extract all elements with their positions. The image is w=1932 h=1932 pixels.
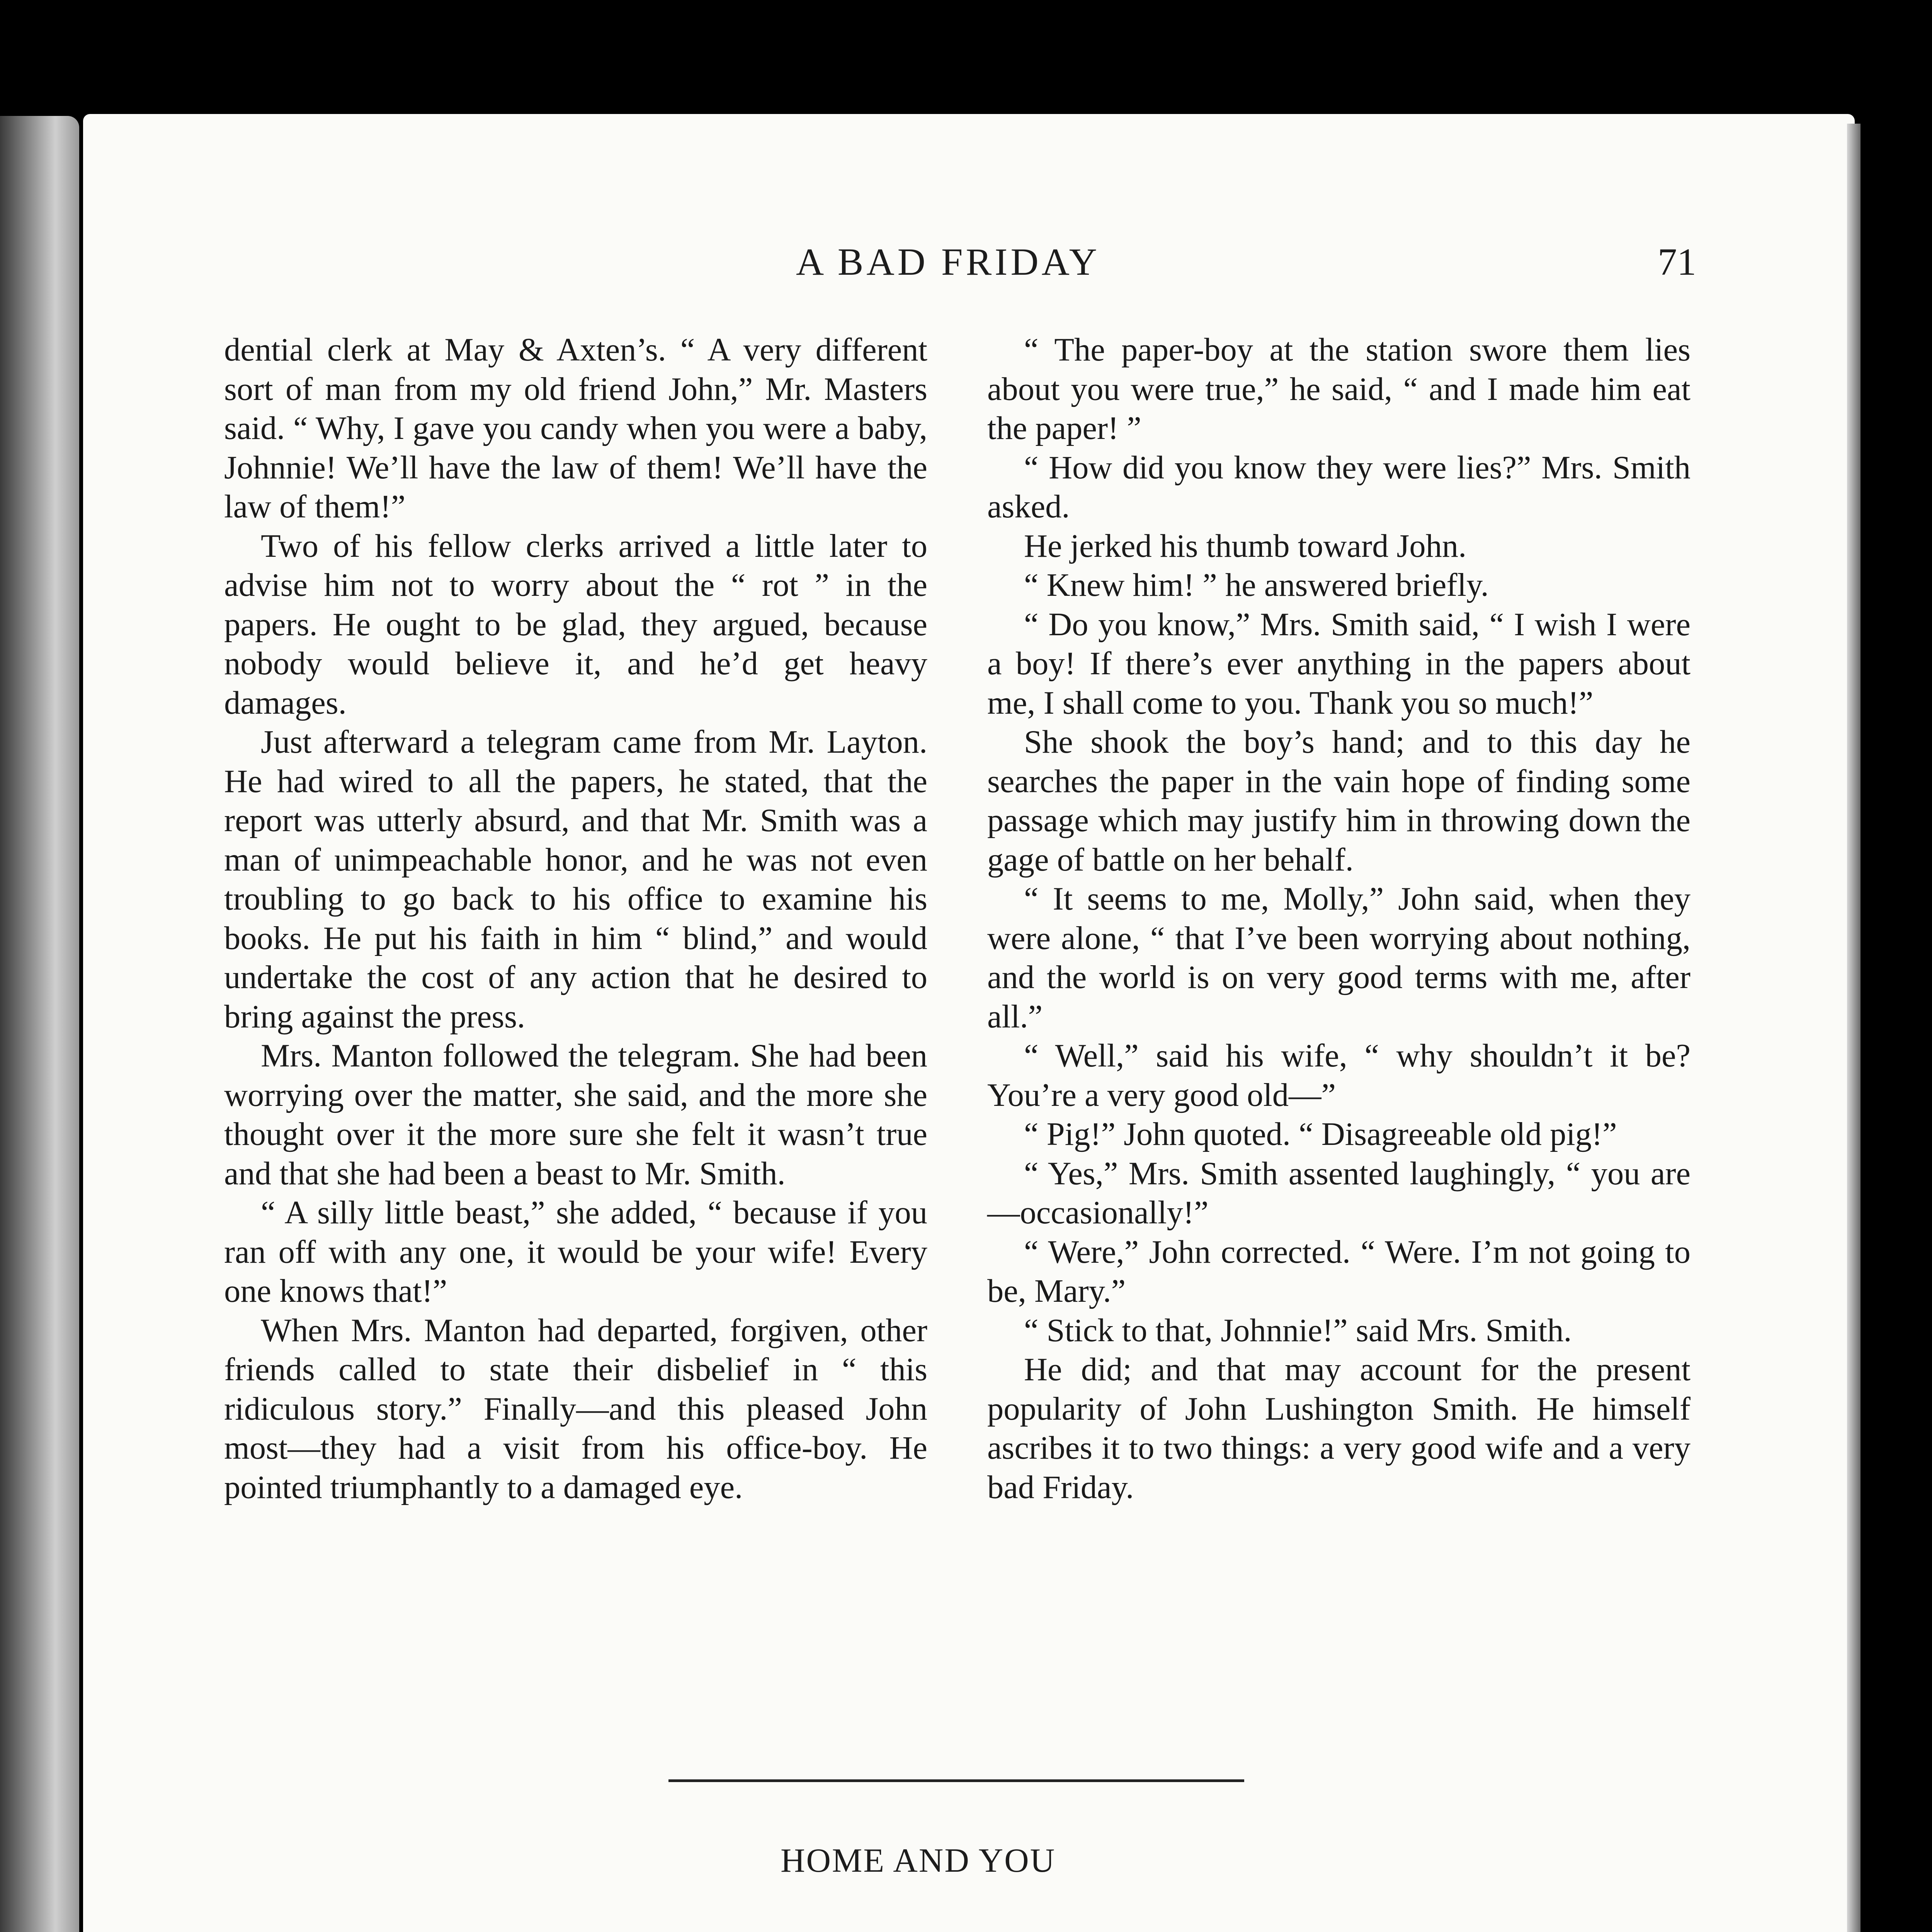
paragraph: “ Do you know,” Mrs. Smith said, “ I wish I were a boy! If there’s ever anything in the papers about me, I shall come to you. Thank you so much!” [987,606,1690,721]
paragraph: “ Well,” said his wife, “ why shouldn’t it be? You’re a very good old—” [987,1038,1690,1113]
paragraph: “ How did you know they were lies?” Mrs. Smith asked. [987,449,1690,525]
paragraph: She shook the boy’s hand; and to this day he searches the paper in the vain hope of finding some passage which may justify him in throwing down the gage of battle on her behalf. [987,724,1690,878]
page-number: 71 [1658,240,1696,283]
paragraph: “ Pig!” John quoted. “ Disagreeable old pig!” [1024,1116,1617,1152]
paragraph: Two of his fellow clerks arrived a little later to advise him not to worry about the “ rot ” in the papers. He ought to be glad, they argued, because nobody would believe it, and he’d get heavy damages. [224,528,927,721]
paragraph: “ A silly little beast,” she added, “ because if you ran off with any one, it would be your wife! Every one knows that!” [224,1195,927,1309]
paragraph: “ Yes,” Mrs. Smith assented laughingly, “ you are—occasionally!” [987,1155,1690,1231]
right-text-column [987,330,1690,1507]
running-title: A BAD FRIDAY [796,240,1100,283]
poem-title: HOME AND YOU [781,1842,1056,1879]
paragraph: “ Were,” John corrected. “ Were. I’m not going to be, Mary.” [987,1234,1690,1309]
paragraph: Just afterward a telegram came from Mr. Layton. He had wired to all the papers, he stated, that the report was utterly absurd, and that Mr. Smith was a man of unimpeachable honor, and he was not even troubling to go back to his office to examine his books. He put his faith in him “ blind,” and would undertake the cost of any action that he desired to bring against the press. [224,724,927,1035]
paragraph: He jerked his thumb toward John. [1024,528,1467,564]
facing-page-edge [0,116,79,1932]
paragraph: dential clerk at May & Axten’s. “ A very different sort of man from my old friend John,” Mr. Masters said. “ Why, I gave you candy when you were a baby, Johnnie! We’ll have the law of them! We’ll have the law of them!” [224,332,927,525]
paragraph: “ Knew him! ” he answered briefly. [1024,567,1489,603]
left-text-column [224,330,927,1507]
paragraph: “ It seems to me, Molly,” John said, when they were alone, “ that I’ve been worrying about nothing, and the world is on very good terms with me, after all.” [987,881,1690,1035]
section-divider [668,1779,1244,1782]
paragraph: He did; and that may account for the present popularity of John Lushington Smith. He himself ascribes it to two things: a very good wife and a very bad Friday. [987,1352,1690,1505]
page-edge-shadow [1847,124,1861,1932]
paragraph: “ Stick to that, Johnnie!” said Mrs. Smith. [1024,1312,1572,1349]
paragraph: When Mrs. Manton had departed, forgiven, other friends called to state their disbelief in “ this ridiculous story.” Finally—and this pleased John most—they had a visit from his office-boy. He pointed triumphantly to a damaged eye. [224,1312,927,1505]
paragraph: Mrs. Manton followed the telegram. She had been worrying over the matter, she said, and the more she thought over it the more sure she felt it wasn’t true and that she had been a beast to Mr. Smith. [224,1038,927,1192]
paragraph: “ The paper-boy at the station swore them lies about you were true,” he said, “ and I made him eat the paper! ” [987,332,1690,446]
